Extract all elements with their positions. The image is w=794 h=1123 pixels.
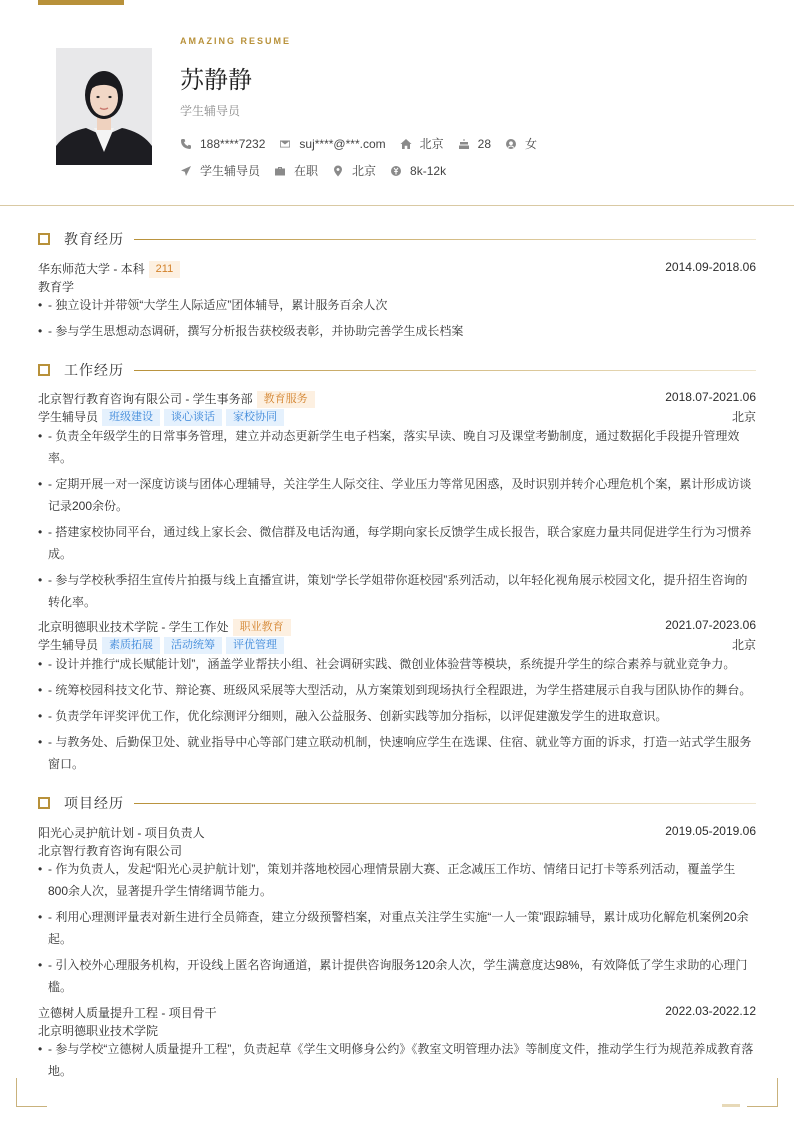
- home-icon: [400, 138, 412, 150]
- project-bullet: • - 作为负责人，发起“阳光心灵护航计划”，策划并落地校园心理情景剧大赛、正念减压工作坊、情绪日记打卡等系列活动，覆盖学生800余人次，显著提升学生情绪调节能力。: [38, 862, 736, 898]
- gender-icon: [505, 138, 517, 150]
- candidate-position: 学生辅导员: [180, 104, 241, 118]
- section-marker-icon: [38, 364, 50, 376]
- phone-text: 188****7232: [200, 136, 266, 151]
- resume-header: [0, 0, 794, 206]
- work-section-header: [38, 362, 756, 378]
- intent-city-item: [332, 162, 376, 179]
- contact-row: [180, 135, 551, 152]
- job-skill-tag: 家校协同: [226, 409, 284, 426]
- job-bullet: • - 与教务处、后勤保卫处、就业指导中心等部门建立联动机制，快速响应学生在选课、住宿、就业等方面的诉求，打造一站式学生服务窗口。: [38, 735, 752, 771]
- phone-item: [180, 137, 265, 151]
- intent-position-item: [180, 162, 260, 179]
- education-major: 教育学: [38, 280, 75, 294]
- section-title: 工作经历: [64, 362, 124, 378]
- job-bullet: • - 设计并推行“成长赋能计划”，涵盖学业帮扶小组、社会调研实践、微创业体验营等模块，系统提升学生的综合素养与就业竞争力。: [38, 657, 736, 671]
- intent-position-text: 学生辅导员: [200, 164, 261, 178]
- email-text: suj****@***.com: [299, 136, 386, 151]
- section-divider: [134, 370, 756, 371]
- project-bullet: • - 引入校外心理服务机构，开设线上匿名咨询通道，累计提供咨询服务120余人次，学生满意度达98%，有效降低了学生求助的心理门槛。: [38, 958, 748, 994]
- section-title: 项目经历: [64, 795, 124, 811]
- gender-item: [505, 135, 537, 152]
- education-section-header: [38, 231, 756, 247]
- project-bullet: • - 利用心理测评量表对新生进行全员筛查，建立分级预警档案，对重点关注学生实施“一人一策”跟踪辅导，累计成功化解危机案例20余起。: [38, 910, 749, 946]
- job-company-line: [38, 618, 756, 636]
- job-role: 学生辅导员: [38, 638, 99, 652]
- job-date: 2021.07-2023.06: [665, 618, 756, 632]
- project-section-header: [38, 795, 756, 811]
- section-marker-icon: [38, 233, 50, 245]
- education-school-line: [38, 260, 756, 278]
- job-company: 北京明德职业技术学院 - 学生工作处: [38, 620, 229, 634]
- project-name: 阳光心灵护航计划 - 项目负责人: [38, 826, 205, 840]
- education-bullet: • - 独立设计并带领“大学生人际适应”团体辅导，累计服务百余人次: [38, 298, 388, 312]
- salary-text: 8k-12k: [410, 163, 447, 178]
- job-skill-tag: 班级建设: [102, 409, 160, 426]
- job-bullet: • - 负责全年级学生的日常事务管理，建立并动态更新学生电子档案，落实早读、晚自习及课堂考勤制度，通过数据化手段提升管理效率。: [38, 429, 740, 465]
- profile-photo: [56, 48, 152, 165]
- school-name: 华东师范大学 - 本科: [38, 262, 145, 276]
- job-company: 北京智行教育咨询有限公司 - 学生事务部: [38, 392, 253, 406]
- job-bullet: • - 参与学校秋季招生宣传片拍摄与线上直播宣讲，策划“学长学姐带你逛校园”系列活动，以年轻化视角展示校园文化，提升招生咨询的转化率。: [38, 573, 748, 609]
- job-bullet: • - 负责学年评奖评优工作，优化综测评分细则，融入公益服务、创新实践等加分指标，以评促建激发学生的进取意识。: [38, 709, 668, 723]
- cake-icon: [458, 138, 470, 150]
- status-text: 在职: [294, 164, 319, 178]
- project-bullet: • - 参与学校“立德树人质量提升工程”，负责起草《学生文明修身公约》《教室文明管理办法》等制度文件，推动学生行为规范养成教育落地。: [38, 1042, 754, 1078]
- status-item: [274, 162, 318, 179]
- project-date: 2022.03-2022.12: [665, 1004, 756, 1018]
- corner-ornament: [16, 1078, 47, 1107]
- project-name-line: [38, 1004, 756, 1021]
- footer-accent: [722, 1104, 740, 1107]
- job-industry-tag: 职业教育: [233, 619, 291, 636]
- job-skill-tag: 谈心谈话: [164, 409, 222, 426]
- education-date: 2014.09-2018.06: [665, 260, 756, 274]
- job-bullet: • - 统筹校园科技文化节、辩论赛、班级风采展等大型活动，从方案策划到现场执行全程跟进，为学生搭建展示自我与团队协作的舞台。: [38, 683, 752, 697]
- job-location: 北京: [731, 638, 756, 652]
- project-org: 北京智行教育咨询有限公司: [38, 844, 183, 858]
- corner-ornament: [747, 1078, 778, 1107]
- project-org: 北京明德职业技术学院: [38, 1024, 159, 1038]
- education-bullet: • - 参与学生思想动态调研，撰写分析报告获校级表彰，并协助完善学生成长档案: [38, 324, 464, 338]
- candidate-name: 苏静静: [180, 66, 252, 94]
- job-role-line: [38, 408, 756, 426]
- gender-text: 女: [525, 137, 538, 151]
- job-company-line: [38, 390, 756, 408]
- project-date: 2019.05-2019.06: [665, 824, 756, 838]
- job-skill-tag: 评优管理: [226, 637, 284, 654]
- salary-icon: [390, 165, 402, 177]
- mail-icon: [279, 138, 291, 150]
- section-marker-icon: [38, 797, 50, 809]
- job-skill-tag: 素质拓展: [102, 637, 160, 654]
- job-industry-tag: 教育服务: [257, 391, 315, 408]
- send-icon: [180, 165, 192, 177]
- hometown-item: [400, 135, 444, 152]
- resume-tagline: AMAZING RESUME: [180, 36, 291, 46]
- job-bullet: • - 定期开展一对一深度访谈与团体心理辅导，关注学生人际交往、学业压力等常见困惑，及时识别并转介心理危机个案，累计形成访谈记录200余份。: [38, 477, 752, 513]
- job-skill-tag: 活动统筹: [164, 637, 222, 654]
- age-text: 28: [477, 136, 491, 151]
- job-role-line: [38, 636, 756, 654]
- briefcase-icon: [274, 165, 286, 177]
- job-intent-row: [180, 162, 460, 179]
- section-divider: [134, 239, 756, 240]
- location-pin-icon: [332, 165, 344, 177]
- job-date: 2018.07-2021.06: [665, 390, 756, 404]
- project-name: 立德树人质量提升工程 - 项目骨干: [38, 1006, 217, 1020]
- phone-icon: [180, 138, 192, 150]
- intent-city-text: 北京: [352, 164, 377, 178]
- hometown-text: 北京: [419, 137, 444, 151]
- email-item: [279, 137, 385, 151]
- project-name-line: [38, 824, 756, 841]
- section-title: 教育经历: [64, 231, 124, 247]
- salary-item: [390, 164, 446, 178]
- job-role: 学生辅导员: [38, 410, 99, 424]
- school-badge: 211: [149, 261, 181, 278]
- job-bullet: • - 搭建家校协同平台，通过线上家长会、微信群及电话沟通，每学期向家长反馈学生成长报告，联合家庭力量共同促进学生行为习惯养成。: [38, 525, 752, 561]
- job-location: 北京: [731, 410, 756, 424]
- age-item: [458, 137, 491, 151]
- section-divider: [134, 803, 756, 804]
